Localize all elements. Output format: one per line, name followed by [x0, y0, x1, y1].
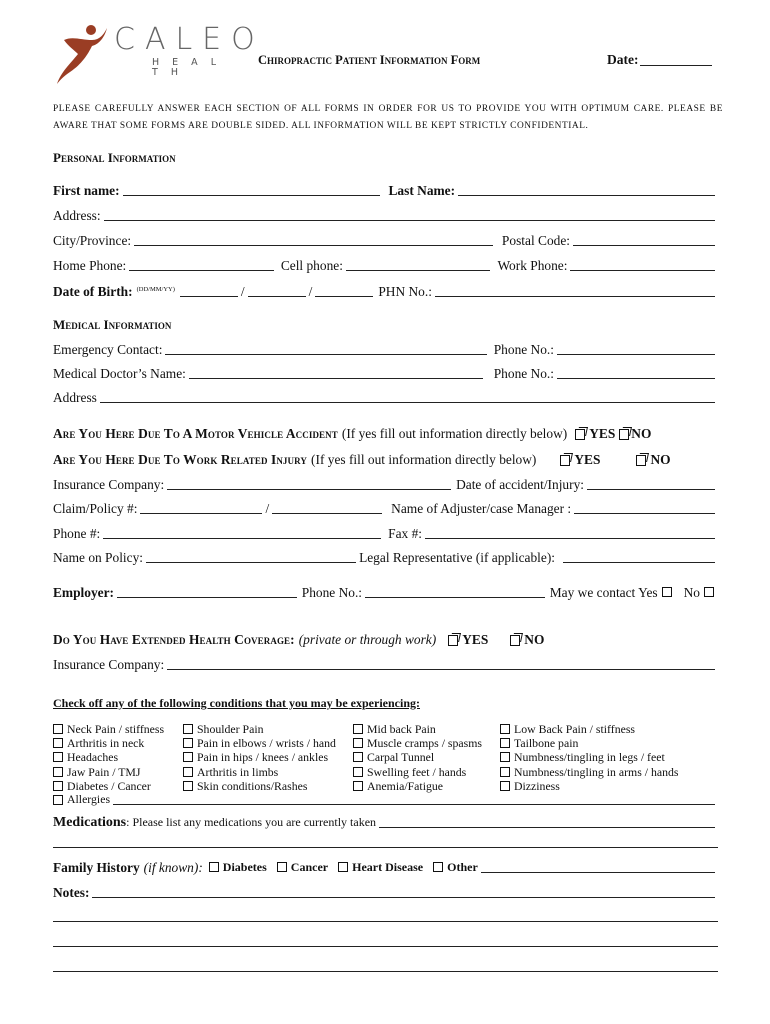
- employer-label: Employer:: [53, 585, 114, 600]
- adjuster-label: Name of Adjuster/case Manager :: [391, 501, 572, 516]
- condition-checkbox[interactable]: [183, 738, 193, 748]
- condition-label: Mid back Pain: [367, 722, 436, 736]
- claim-label: Claim/Policy #:: [53, 501, 138, 516]
- condition-checkbox[interactable]: [53, 752, 63, 762]
- mva-no-label: NO: [631, 426, 652, 441]
- date-line[interactable]: [640, 64, 712, 66]
- condition-checkbox[interactable]: [183, 752, 193, 762]
- condition-checkbox[interactable]: [500, 724, 510, 734]
- condition-item[interactable]: [53, 750, 164, 764]
- doctor-field[interactable]: [189, 377, 483, 379]
- emergency-label: Emergency Contact:: [53, 342, 163, 357]
- emergency-field[interactable]: [165, 353, 486, 355]
- mva-yes-label: YES: [589, 426, 616, 441]
- extended-question: Do You Have Extended Health Coverage:: [53, 632, 295, 647]
- dob-month-field[interactable]: [248, 295, 306, 297]
- condition-checkbox[interactable]: [353, 752, 363, 762]
- work-phone-label: Work Phone:: [497, 258, 568, 273]
- extended-insurance-label: Insurance Company:: [53, 657, 165, 672]
- extended-insurance-field[interactable]: [167, 668, 715, 670]
- adjuster-field[interactable]: [574, 512, 715, 514]
- condition-item[interactable]: [353, 779, 482, 793]
- condition-label: Anemia/Fatigue: [367, 778, 444, 793]
- employer-phone-field[interactable]: [365, 596, 545, 598]
- may-contact-no-label: No: [683, 585, 700, 600]
- accident-insurance-field[interactable]: [167, 488, 451, 490]
- condition-checkbox[interactable]: [53, 767, 63, 777]
- work-no-label: NO: [650, 452, 671, 467]
- notes-line-3[interactable]: [53, 945, 718, 947]
- conditions-column-1: [53, 722, 164, 793]
- condition-label: Neck Pain / stiffness: [67, 722, 165, 736]
- family-heart-checkbox[interactable]: [338, 862, 348, 872]
- phn-field[interactable]: [435, 295, 715, 297]
- first-name-label: First name:: [53, 183, 120, 198]
- emergency-phone-label: Phone No.:: [493, 342, 554, 357]
- family-diabetes-label: Diabetes: [222, 860, 267, 874]
- condition-label: Headaches: [67, 750, 119, 765]
- condition-checkbox[interactable]: [183, 767, 193, 777]
- caleo-logo: [52, 20, 265, 90]
- family-history-label: Family History: [53, 860, 140, 875]
- logo-figure-icon: [52, 20, 110, 86]
- condition-label: Skin conditions/Rashes: [197, 778, 308, 793]
- doctor-label: Medical Doctor’s Name:: [53, 366, 186, 381]
- condition-item[interactable]: [183, 765, 336, 779]
- condition-item[interactable]: [183, 736, 336, 750]
- family-history-note: (if known):: [143, 860, 203, 875]
- family-other-checkbox[interactable]: [433, 862, 443, 872]
- employer-phone-label: Phone No.:: [301, 585, 363, 600]
- fax-label: Fax #:: [388, 526, 422, 541]
- medications-line-2[interactable]: [53, 846, 718, 848]
- condition-label: Muscle cramps / spasms: [367, 736, 483, 751]
- emergency-phone-field[interactable]: [557, 353, 715, 355]
- condition-checkbox[interactable]: [353, 738, 363, 748]
- may-contact-label: May we contact Yes: [549, 585, 658, 600]
- condition-label: Pain in hips / knees / ankles: [197, 750, 329, 765]
- condition-label: Arthritis in neck: [67, 736, 145, 751]
- condition-checkbox[interactable]: [53, 738, 63, 748]
- date-accident-label: Date of accident/Injury:: [456, 477, 584, 492]
- doctor-phone-label: Phone No.:: [493, 366, 554, 381]
- mva-question: Are You Here Due To A Motor Vehicle Accident: [53, 426, 338, 441]
- address-label: Address:: [53, 208, 101, 223]
- condition-item[interactable]: [183, 722, 336, 736]
- extended-no-checkbox[interactable]: [508, 634, 520, 646]
- condition-item[interactable]: [53, 779, 164, 793]
- condition-item[interactable]: [500, 765, 679, 779]
- extended-note: (private or through work): [298, 632, 437, 647]
- notes-label: Notes:: [53, 885, 90, 900]
- mva-no-checkbox[interactable]: [617, 428, 629, 440]
- condition-label: Carpal Tunnel: [367, 750, 435, 765]
- condition-checkbox[interactable]: [353, 781, 363, 791]
- logo-wordmark: CALEO: [114, 22, 265, 57]
- condition-checkbox[interactable]: [183, 724, 193, 734]
- condition-label: Numbness/tingling in arms / hands: [514, 764, 679, 779]
- condition-item[interactable]: [183, 750, 336, 764]
- date-accident-field[interactable]: [587, 488, 715, 490]
- family-heart-label: Heart Disease: [352, 860, 424, 874]
- may-contact-no-checkbox[interactable]: [704, 587, 714, 597]
- condition-checkbox[interactable]: [53, 724, 63, 734]
- family-other-label: Other: [447, 860, 478, 874]
- medical-address-field[interactable]: [100, 401, 715, 403]
- extended-yes-label: YES: [462, 632, 489, 647]
- condition-item[interactable]: [183, 779, 336, 793]
- medications-label: Medications: [53, 815, 127, 830]
- extended-yes-checkbox[interactable]: [446, 634, 458, 646]
- home-phone-label: Home Phone:: [53, 258, 127, 273]
- mva-yes-checkbox[interactable]: [573, 428, 585, 440]
- accident-phone-field[interactable]: [103, 537, 381, 539]
- condition-label: Swelling feet / hands: [367, 764, 467, 779]
- dob-day-field[interactable]: [180, 295, 238, 297]
- medications-prompt: : Please list any medications you are currently taken: [126, 815, 377, 829]
- medications-field[interactable]: [379, 826, 715, 828]
- condition-checkbox[interactable]: [500, 738, 510, 748]
- address-field[interactable]: [104, 219, 715, 221]
- work-phone-field[interactable]: [570, 269, 715, 271]
- condition-label: Arthritis in limbs: [197, 764, 279, 779]
- condition-item[interactable]: [53, 765, 164, 779]
- may-contact-yes-checkbox[interactable]: [662, 587, 672, 597]
- work-injury-question: Are You Here Due To Work Related Injury: [53, 452, 308, 467]
- home-phone-field[interactable]: [129, 269, 274, 271]
- date-label: Date:: [607, 52, 639, 67]
- allergies-checkbox[interactable]: [53, 795, 63, 805]
- condition-label: Jaw Pain / TMJ: [67, 764, 141, 779]
- policy-field[interactable]: [272, 512, 382, 514]
- cell-phone-label: Cell phone:: [280, 258, 343, 273]
- condition-item[interactable]: [353, 736, 482, 750]
- first-name-field[interactable]: [123, 194, 380, 196]
- city-field[interactable]: [134, 244, 493, 246]
- condition-checkbox[interactable]: [353, 767, 363, 777]
- family-diabetes-checkbox[interactable]: [209, 862, 219, 872]
- logo-subtitle: H E A L T H: [152, 57, 221, 78]
- mva-note: (If yes fill out information directly below): [341, 426, 568, 441]
- conditions-column-3: [353, 722, 482, 793]
- legal-label: Legal Representative (if applicable):: [359, 550, 555, 565]
- condition-item[interactable]: [353, 765, 482, 779]
- notes-field[interactable]: [92, 896, 715, 898]
- condition-checkbox[interactable]: [500, 767, 510, 777]
- dob-label: Date of Birth:: [53, 284, 133, 299]
- conditions-heading: Check off any of the following conditions that you may be experiencing:: [53, 696, 420, 710]
- notes-line-4[interactable]: [53, 970, 718, 972]
- postal-field[interactable]: [573, 244, 715, 246]
- condition-checkbox[interactable]: [53, 781, 63, 791]
- medical-heading: Medical Information: [53, 317, 172, 332]
- condition-item[interactable]: [500, 736, 679, 750]
- allergies-field[interactable]: [113, 803, 715, 805]
- condition-label: Tailbone pain: [514, 736, 579, 751]
- legal-field[interactable]: [563, 561, 715, 563]
- conditions-column-4: [500, 722, 679, 793]
- conditions-column-2: [183, 722, 336, 793]
- name-policy-label: Name on Policy:: [53, 550, 144, 565]
- family-cancer-checkbox[interactable]: [277, 862, 287, 872]
- work-no-checkbox[interactable]: [634, 454, 646, 466]
- condition-label: Shoulder Pain: [197, 722, 264, 736]
- last-name-field[interactable]: [458, 194, 715, 196]
- work-yes-checkbox[interactable]: [558, 454, 570, 466]
- condition-item[interactable]: [53, 722, 164, 736]
- phn-label: PHN No.:: [378, 284, 432, 299]
- name-policy-field[interactable]: [146, 561, 356, 563]
- cell-phone-field[interactable]: [346, 269, 491, 271]
- intro-text: PLEASE CAREFULLY ANSWER EACH SECTION OF ALL FORMS IN ORDER FOR US TO PROVIDE YOU WITH OPTIMUM CARE. PLEASE BE AWARE THAT SOME FORMS ARE DOUBLE SIDED. ALL INFORMATION WILL BE KEPT STRICTLY CONFIDENTIAL.: [53, 104, 723, 131]
- personal-heading: Personal Information: [53, 150, 176, 165]
- allergies-label: Allergies: [67, 792, 111, 806]
- fax-field[interactable]: [425, 537, 715, 539]
- condition-checkbox[interactable]: [183, 781, 193, 791]
- condition-item[interactable]: [500, 722, 679, 736]
- condition-item[interactable]: [500, 750, 679, 764]
- extended-no-label: NO: [524, 632, 545, 647]
- condition-item[interactable]: [53, 736, 164, 750]
- date-field[interactable]: [607, 52, 715, 68]
- dob-year-field[interactable]: [315, 295, 373, 297]
- condition-item[interactable]: [353, 750, 482, 764]
- condition-checkbox[interactable]: [500, 781, 510, 791]
- work-yes-label: YES: [574, 452, 601, 467]
- condition-label: Dizziness: [514, 778, 560, 793]
- condition-label: Low Back Pain / stiffness: [514, 722, 636, 736]
- employer-field[interactable]: [117, 596, 297, 598]
- family-cancer-label: Cancer: [290, 860, 329, 874]
- last-name-label: Last Name:: [388, 183, 456, 198]
- dob-slash-1: /: [240, 284, 245, 299]
- condition-label: Numbness/tingling in legs / feet: [514, 750, 665, 765]
- dob-format: (DD/MM/YY): [136, 286, 175, 293]
- condition-item[interactable]: [353, 722, 482, 736]
- doctor-phone-field[interactable]: [557, 377, 715, 379]
- form-title: Chiropractic Patient Information Form: [258, 53, 481, 67]
- work-injury-note: (If yes fill out information directly below): [311, 452, 537, 467]
- dob-slash-2: /: [308, 284, 313, 299]
- condition-item[interactable]: [500, 779, 679, 793]
- medical-address-label: Address: [53, 390, 97, 405]
- condition-label: Pain in elbows / wrists / hand: [197, 736, 336, 751]
- accident-phone-label: Phone #:: [53, 526, 101, 541]
- family-other-field[interactable]: [481, 871, 715, 873]
- condition-checkbox[interactable]: [500, 752, 510, 762]
- claim-field[interactable]: [140, 512, 262, 514]
- postal-label: Postal Code:: [501, 233, 570, 248]
- city-label: City/Province:: [53, 233, 132, 248]
- condition-label: Diabetes / Cancer: [67, 778, 151, 793]
- notes-line-2[interactable]: [53, 920, 718, 922]
- accident-insurance-label: Insurance Company:: [53, 477, 165, 492]
- claim-slash: /: [265, 501, 270, 516]
- condition-checkbox[interactable]: [353, 724, 363, 734]
